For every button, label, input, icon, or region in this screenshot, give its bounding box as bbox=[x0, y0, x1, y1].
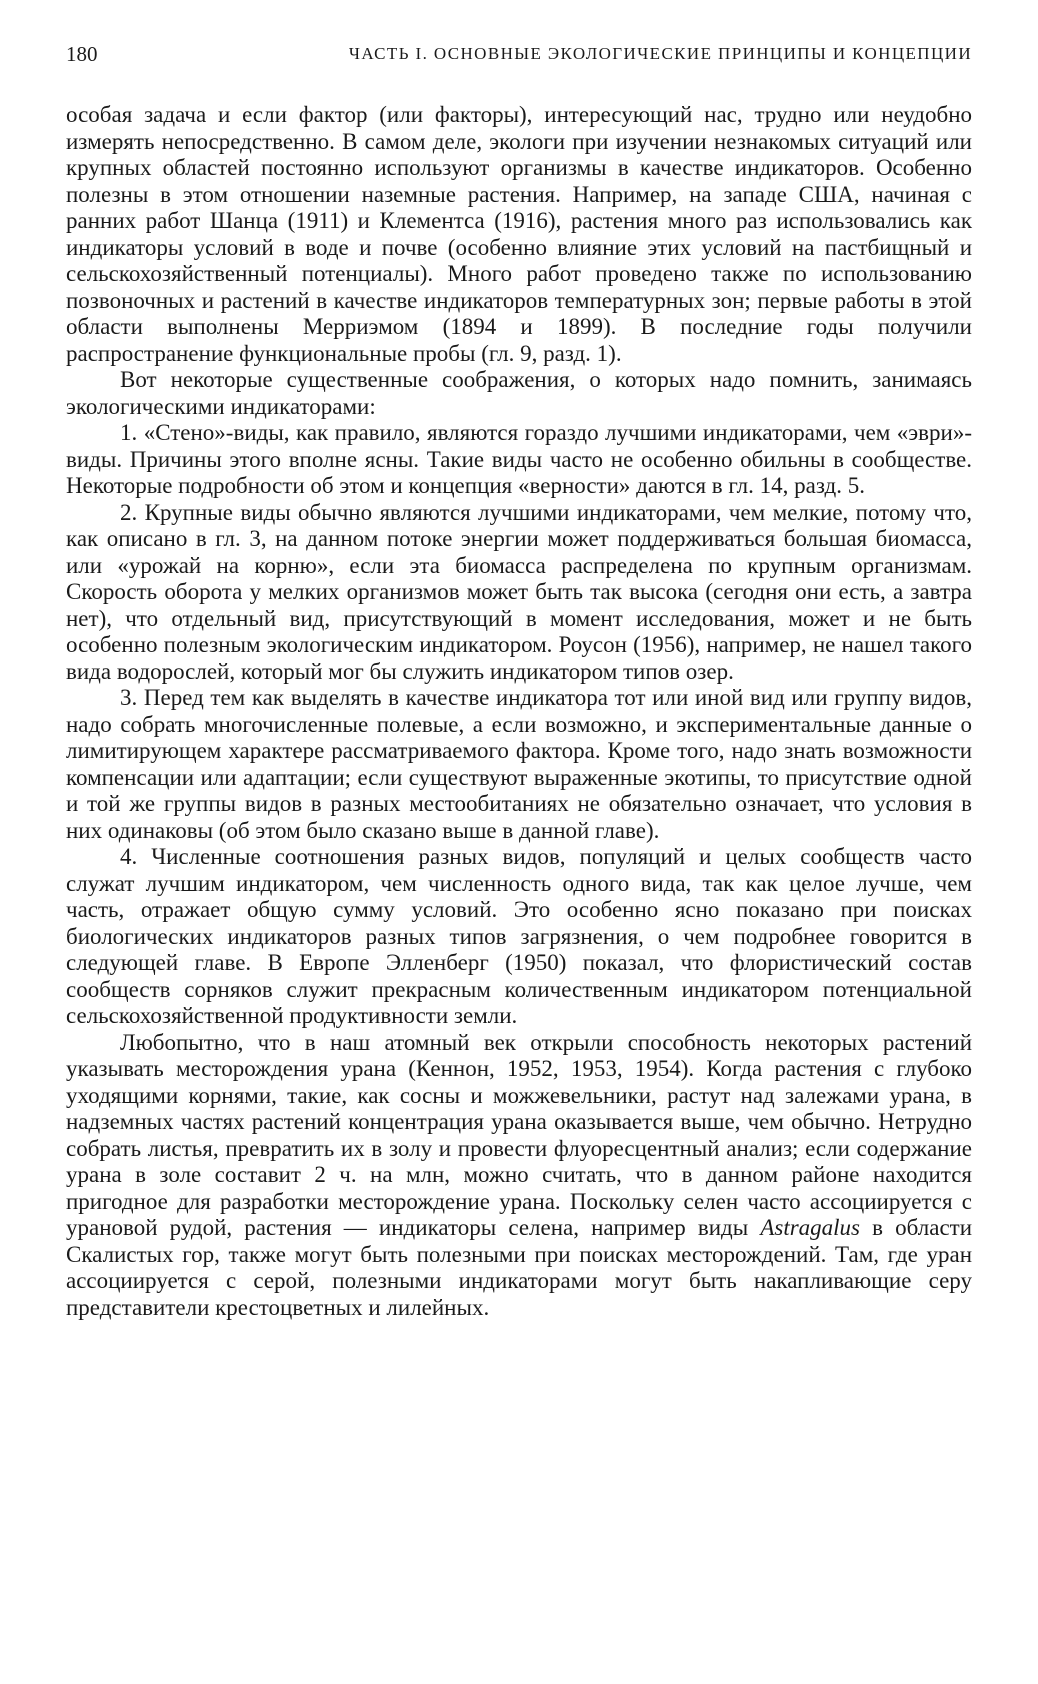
list-item-paragraph: 3. Перед тем как выделять в качестве индикатора тот или иной вид или группу видов, надо собрать многочисленные полевые, а если возможно, и экспериментальные данные о лимитирующем характере рассматриваемого фактора. Кроме того, надо знать возможности компенсации или адаптации; если существуют выраженные экотипы, то присутствие одной и той же группы видов в разных местообитаниях не обязательно означает, что условия в них одинаковы (об этом было сказано выше в данной главе). bbox=[66, 685, 972, 843]
list-item-paragraph: 2. Крупные виды обычно являются лучшими индикаторами, чем мелкие, потому что, как описано в гл. 3, на данном потоке энергии может поддерживаться большая биомасса, или «урожай на корню», если эта биомасса распределена по крупным организмам. Скорость оборота у мелких организмов может быть так высока (сегодня они есть, а завтра нет), что отдельный вид, присутствующий в момент исследования, может и не быть особенно полезным экологическим индикатором. Роусон (1956), например, не нашел такого вида водорослей, который мог бы служить индикатором типов озер. bbox=[66, 499, 972, 684]
species-name: Astragalus bbox=[760, 1215, 860, 1240]
body-text bbox=[66, 102, 972, 1321]
list-item-paragraph: 1. «Стено»-виды, как правило, являются гораздо лучшими индикаторами, чем «эври»-виды. Причины этого вполне ясны. Такие виды часто не особенно обильны в сообществе. Некоторые подробности об этом и концепция «верности» даются в гл. 14, разд. 5. bbox=[66, 420, 972, 498]
text-run: в области Скалистых гор, также могут быть полезными при поисках месторождений. Там, где уран ассоциируется с серой, полезными индикаторами могут быть накапливающие серу представители крестоцветных и лилейных. bbox=[66, 1215, 973, 1320]
list-item-paragraph: 4. Численные соотношения разных видов, популяций и целых сообществ часто служат лучшим индикатором, чем численность одного вида, так как целое лучше, чем часть, отражает общую сумму условий. Это особенно ясно показано при поисках биологических индикаторов разных типов загрязнения, о чем подробнее говорится в следующей главе. В Европе Элленберг (1950) показал, что флористический состав сообществ сорняков служит прекрасным количественным индикатором потенциальной сельскохозяйственной продуктивности земли. bbox=[66, 844, 972, 1028]
page-header bbox=[66, 42, 972, 72]
text-run: Любопытно, что в наш атомный век открыли способность некоторых растений указывать месторождения урана (Кеннон, 1952, 1953, 1954). Когда растения с глубоко уходящими корнями, такие, как сосны и можжевельники, растут над залежами урана, в надземных частях растений концентрация урана оказывается выше, чем обычно. Нетрудно собрать листья, превратить их в золу и провести флуоресцентный анализ; если содержание урана в золе составит 2 ч. на млн, можно считать, что в данном районе находится пригодное для разработки месторождение урана. Поскольку селен часто ассоциируется с урановой рудой, растения — индикаторы селена, например виды bbox=[66, 1029, 972, 1240]
paragraph: особая задача и если фактор (или факторы), интересующий нас, трудно или неудобно измерять непосредственно. В самом деле, экологи при изучении незнакомых ситуаций или крупных областей постоянно используют организмы в качестве индикаторов. Особенно полезны в этом отношении наземные растения. Например, на западе США, начиная с ранних работ Шанца (1911) и Клементса (1916), растения много раз использовались как индикаторы условий в воде и почве (особенно влияние этих условий на пастбищный и сельскохозяйственный потенциалы). Много работ проведено также по использованию позвоночных и растений в качестве индикаторов температурных зон; первые работы в этой области выполнены Мерриэмом (1894 и 1899). В последние годы получили распространение функциональные пробы (гл. 9, разд. 1). bbox=[66, 102, 972, 366]
paragraph: Вот некоторые существенные соображения, о которых надо помнить, занимаясь экологическими индикаторами: bbox=[66, 367, 972, 419]
paragraph bbox=[66, 1030, 972, 1322]
running-head: ЧАСТЬ I. ОСНОВНЫЕ ЭКОЛОГИЧЕСКИЕ ПРИНЦИПЫ И КОНЦЕПЦИИ bbox=[348, 44, 972, 63]
page-number: 180 bbox=[66, 42, 98, 66]
